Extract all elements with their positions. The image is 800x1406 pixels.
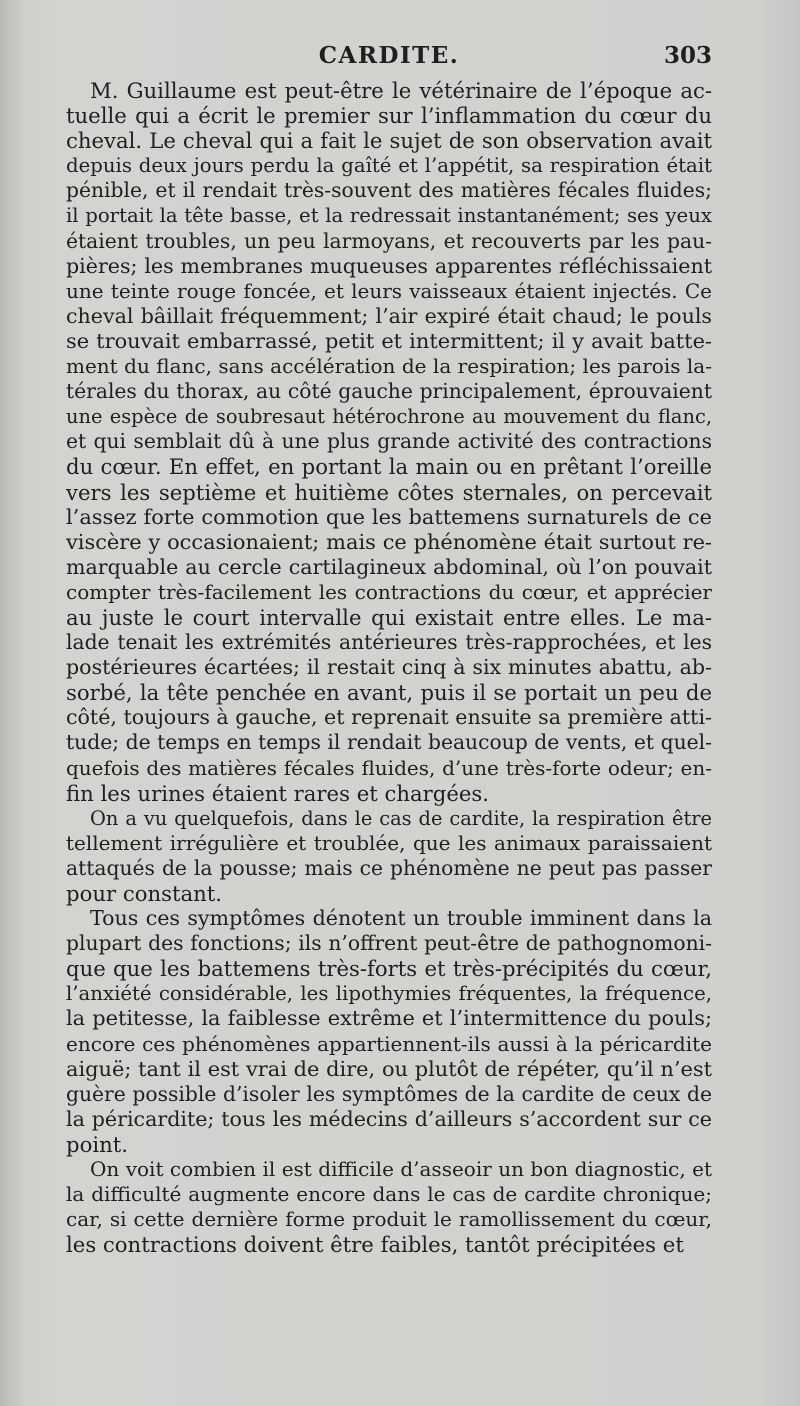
text-line: et qui semblait dû à une plus grande activité des contractions	[66, 429, 712, 454]
text-line: tude; de temps en temps il rendait beaucoup de vents, et quel-	[66, 730, 712, 755]
text-line: fin les urines étaient rares et chargées.	[66, 780, 490, 806]
text-line: une teinte rouge foncée, et leurs vaisseaux étaient injectés. Ce	[66, 278, 712, 303]
text-line: tellement irrégulière et troublée, que les animaux paraissaient	[66, 830, 712, 855]
text-line: quefois des matières fécales fluides, d’une très-forte odeur; en-	[66, 755, 712, 780]
paragraph	[66, 806, 712, 906]
text-line: vers les septième et huitième côtes sternales, on percevait	[66, 479, 712, 505]
text-line: Tous ces symptômes dénotent un trouble imminent dans la	[90, 906, 712, 931]
paragraph	[66, 1157, 712, 1257]
text-line: cheval. Le cheval qui a fait le sujet de son observation avait	[66, 128, 712, 154]
text-line: la péricardite; tous les médecins d’ailleurs s’accordent sur ce	[66, 1106, 712, 1131]
text-line: marquable au cercle cartilagineux abdominal, où l’on pouvait	[66, 554, 712, 579]
paragraph	[66, 906, 712, 1157]
text-line: plupart des fonctions; ils n’offrent peut-être de pathognomoni-	[66, 931, 712, 956]
text-line: lade tenait les extrémités antérieures très-rapprochées, et les	[66, 630, 712, 655]
text-line: compter très-facilement les contractions du cœur, et apprécier	[66, 579, 712, 604]
running-title: CARDITE.	[318, 42, 460, 69]
text-line: ment du flanc, sans accélération de la respiration; les parois la-	[66, 354, 712, 379]
text-line: la difficulté augmente encore dans le cas de cardite chronique;	[66, 1182, 712, 1207]
text-line: les contractions doivent être faibles, tantôt précipitées et	[66, 1232, 684, 1258]
text-line: aiguë; tant il est vrai de dire, ou plutôt de répéter, qu’il n’est	[66, 1056, 712, 1081]
text-line: pières; les membranes muqueuses apparentes réfléchissaient	[66, 253, 712, 278]
text-line: tuelle qui a écrit le premier sur l’inflammation du cœur du	[66, 103, 712, 129]
text-line: encore ces phénomènes appartiennent-ils aussi à la péricardite	[66, 1031, 712, 1056]
text-line: viscère y occasionaient; mais ce phénomène était surtout re-	[66, 529, 712, 554]
text-line: térales du thorax, au côté gauche principalement, éprouvaient	[66, 379, 712, 404]
text-line: côté, toujours à gauche, et reprenait ensuite sa première atti-	[66, 705, 712, 730]
text-line: se trouvait embarrassé, petit et intermittent; il y avait batte-	[66, 328, 712, 353]
text-line: On voit combien il est difficile d’asseoir un bon diagnostic, et	[90, 1157, 712, 1182]
text-line: pénible, et il rendait très-souvent des matières fécales fluides;	[66, 178, 712, 203]
text-line: que que les battemens très-forts et très-précipités du cœur,	[66, 956, 712, 982]
text-line: une espèce de soubresaut hétérochrone au mouvement du flanc,	[66, 405, 712, 429]
body-text	[66, 78, 712, 1257]
text-line: au juste le court intervalle qui existait entre elles. Le ma-	[66, 604, 712, 630]
text-line: pour constant.	[66, 881, 223, 906]
text-line: guère possible d’isoler les symptômes de la cardite de ceux de	[66, 1081, 712, 1106]
text-line: depuis deux jours perdu la gaîté et l’appétit, sa respiration était	[66, 154, 712, 178]
text-line: du cœur. En effet, en portant la main ou en prêtant l’oreille	[66, 454, 712, 480]
page-number: 303	[663, 42, 712, 69]
text-line: point.	[66, 1131, 128, 1157]
text-line: il portait la tête basse, et la redressait instantanément; ses yeux	[66, 204, 712, 228]
text-line: l’assez forte commotion que les battemens surnaturels de ce	[66, 504, 712, 529]
text-line: car, si cette dernière forme produit le ramollissement du cœur,	[66, 1207, 712, 1232]
text-line: postérieures écartées; il restait cinq à six minutes abattu, ab-	[66, 655, 712, 680]
text-line: sorbé, la tête penchée en avant, puis il se portait un peu de	[66, 680, 712, 706]
page-header	[66, 42, 712, 82]
text-line: On a vu quelquefois, dans le cas de cardite, la respiration être	[90, 806, 712, 830]
text-line: étaient troubles, un peu larmoyans, et recouverts par les pau-	[66, 228, 712, 253]
text-line: M. Guillaume est peut-être le vétérinaire de l’époque ac-	[90, 78, 712, 103]
text-line: l’anxiété considérable, les lipothymies fréquentes, la fréquence,	[66, 982, 712, 1006]
text-line: la petitesse, la faiblesse extrême et l’intermittence du pouls;	[66, 1006, 712, 1031]
text-line: cheval bâillait fréquemment; l’air expiré était chaud; le pouls	[66, 303, 712, 328]
paragraph	[66, 78, 712, 806]
text-line: attaqués de la pousse; mais ce phénomène ne peut pas passer	[66, 855, 712, 880]
